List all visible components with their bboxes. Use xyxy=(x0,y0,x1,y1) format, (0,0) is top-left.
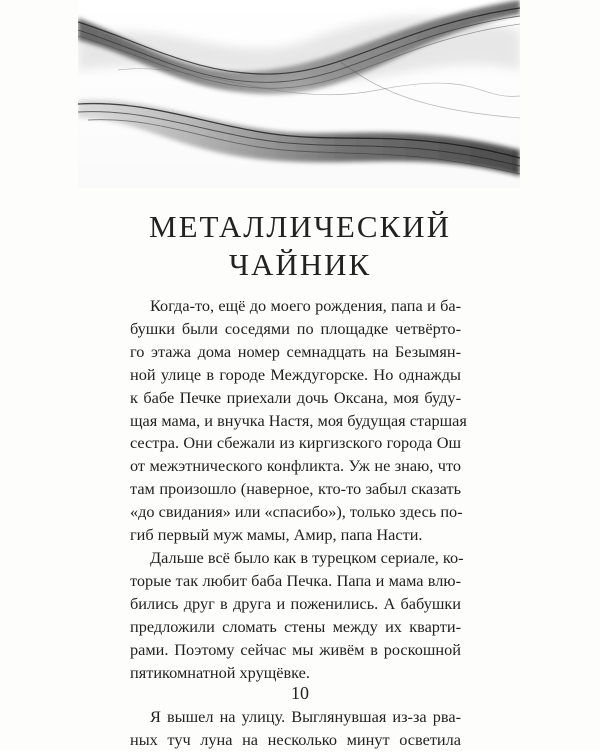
chapter-title xyxy=(0,208,600,284)
text-line: щая мама, и внучка Настя, моя будущая старшая xyxy=(130,410,467,430)
text-line: предложили сломать стены между их кварти- xyxy=(130,616,461,636)
text-line: торые так любит баба Печка. Папа и мама влю- xyxy=(130,570,461,590)
text-line: «до свидания» или «спасибо»), только здесь по- xyxy=(130,502,463,522)
text-line: бились друг в друга и поженились. А бабушки xyxy=(130,593,461,613)
smoke-ribbon-illustration xyxy=(78,0,520,188)
text-line: рами. Поэтому сейчас мы живём в роскошной xyxy=(130,639,461,659)
text-line: там произошло (наверное, кто-то забыл сказать xyxy=(130,479,461,499)
text-line: бушки были соседями по площадке четвёрто- xyxy=(130,318,461,338)
text-line: пятикомнатной хрущёвке. xyxy=(130,662,310,682)
text-line: сестра. Они сбежали из киргизского города Ош xyxy=(130,433,461,453)
text-line: гиб первый муж мамы, Амир, папа Насти. xyxy=(130,525,423,545)
chapter-title-line-1: МЕТАЛЛИЧЕСКИЙ xyxy=(149,209,451,244)
chapter-title-line-2: ЧАЙНИК xyxy=(228,247,372,282)
page-number: 10 xyxy=(291,683,309,703)
text-line: ной улице в городе Междугорске. Но однажды xyxy=(130,364,461,384)
text-line: Когда-то, ещё до моего рождения, папа и ба- xyxy=(150,296,461,315)
text-line: Дальше всё было как в турецком сериале, ко- xyxy=(150,547,464,567)
text-line: от межэтнического конфликта. Уж не знаю, что xyxy=(130,456,461,476)
text-line: го этажа дома номер семнадцать на Безымян- xyxy=(130,341,461,361)
text-line: к бабе Печке приехали дочь Оксана, моя буду- xyxy=(130,387,461,407)
text-line: ных туч луна на несколько минут осветила xyxy=(130,730,461,750)
text-line: Я вышел на улицу. Выглянувшая из-за рва- xyxy=(150,707,461,727)
